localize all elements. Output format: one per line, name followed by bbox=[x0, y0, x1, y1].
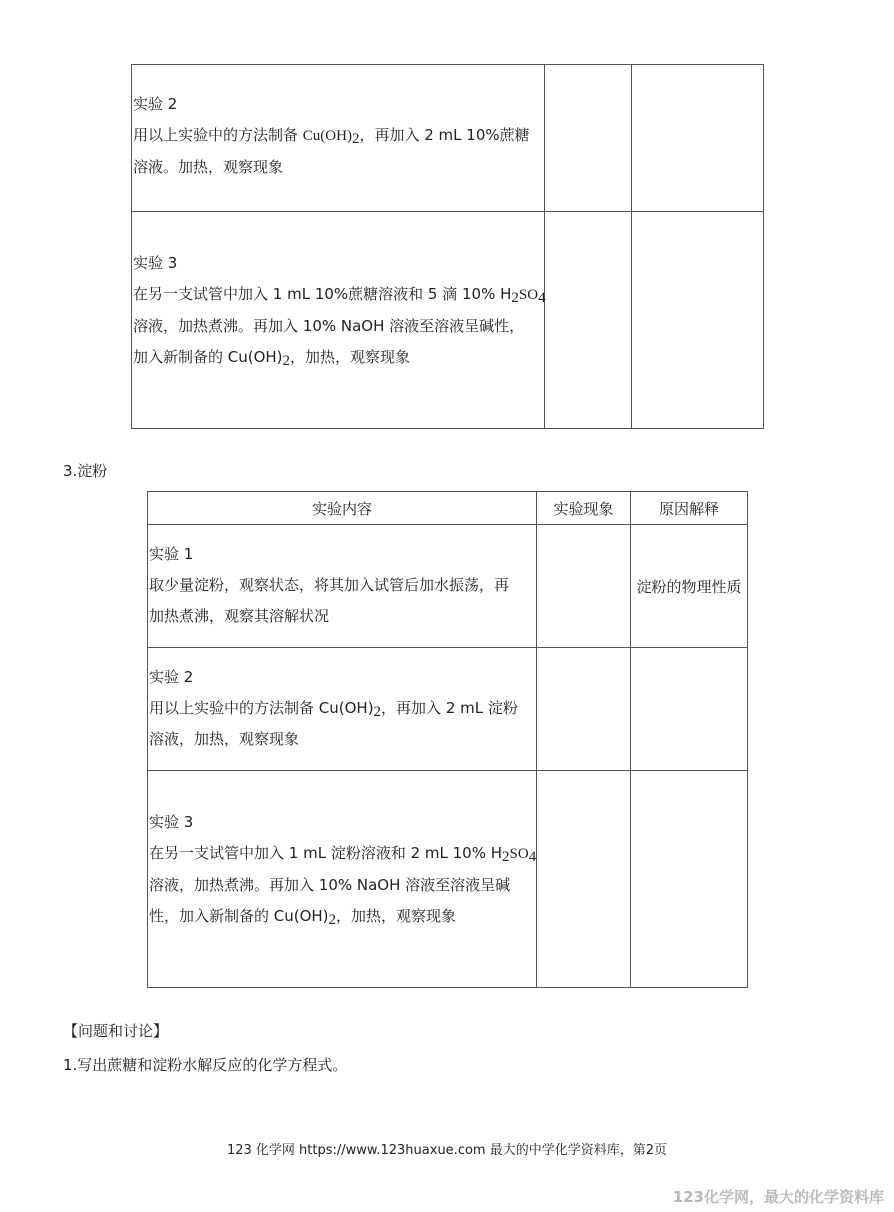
reason-cell: 淀粉的物理性质 bbox=[631, 525, 748, 648]
reason-cell bbox=[632, 65, 764, 212]
experiment-step-line: 溶液，加热煮沸。再加入 10% NaOH 溶液至溶液呈碱 bbox=[149, 875, 511, 894]
experiment-content-cell bbox=[132, 212, 545, 429]
experiment-step-line: 取少量淀粉，观察状态，将其加入试管后加水振荡，再 bbox=[149, 576, 510, 594]
experiment-content-cell bbox=[148, 771, 537, 988]
experiment-step-line: 性，加入新制备的 $Cu(OH)_2$，加热，观察现象 bbox=[149, 906, 457, 928]
sucrose-experiment-table bbox=[131, 64, 764, 429]
experiment-label: 实验 3 bbox=[133, 253, 178, 272]
table-row bbox=[132, 212, 764, 429]
page-footer: 123 化学网 https://www.123huaxue.com 最大的中学化学资料库，第2页 bbox=[226, 1143, 667, 1158]
experiment-step-line: 溶液。加热，观察现象 bbox=[133, 158, 284, 176]
experiment-label: 实验 1 bbox=[149, 545, 194, 563]
column-header-content: 实验内容 bbox=[148, 492, 537, 525]
questions-heading: 【问题和讨论】 bbox=[63, 1022, 169, 1040]
phenomenon-cell bbox=[545, 65, 632, 212]
column-header-phenomenon: 实验现象 bbox=[537, 492, 631, 525]
reason-cell bbox=[631, 648, 748, 771]
table-header-row bbox=[148, 492, 748, 525]
experiment-step-line: 在另一支试管中加入 1 mL 淀粉溶液和 2 mL 10% $H_2SO_4$ bbox=[149, 843, 537, 865]
experiment-content-cell bbox=[148, 648, 537, 771]
reason-cell bbox=[631, 771, 748, 988]
experiment-step-line: 加热煮沸，观察其溶解状况 bbox=[149, 607, 330, 625]
experiment-step-line: 用以上实验中的方法制备 $Cu(OH)_2$，再加入 2 mL 淀粉 bbox=[149, 699, 518, 720]
table-row bbox=[148, 648, 748, 771]
phenomenon-cell bbox=[537, 525, 631, 648]
section-title-starch: 3.淀粉 bbox=[63, 462, 108, 480]
phenomenon-cell bbox=[537, 648, 631, 771]
phenomenon-cell bbox=[545, 212, 632, 429]
experiment-content-cell bbox=[148, 525, 537, 648]
column-header-reason: 原因解释 bbox=[631, 492, 748, 525]
starch-experiment-table bbox=[147, 491, 748, 988]
experiment-step-line: 溶液，加热，观察现象 bbox=[149, 730, 300, 748]
experiment-step-line: 溶液，加热煮沸。再加入 10% NaOH 溶液至溶液呈碱性， bbox=[133, 316, 525, 335]
experiment-content-cell bbox=[132, 65, 545, 212]
experiment-label: 实验 3 bbox=[149, 812, 194, 831]
table-row bbox=[148, 771, 748, 988]
watermark: 123化学网，最大的化学资料库 bbox=[672, 1188, 884, 1206]
phenomenon-cell bbox=[537, 771, 631, 988]
reason-cell bbox=[632, 212, 764, 429]
experiment-step-line: 在另一支试管中加入 1 mL 10%蔗糖溶液和 5 滴 10% $H_2SO_4$ bbox=[133, 284, 546, 306]
table-row bbox=[148, 525, 748, 648]
experiment-step-line: 加入新制备的 $Cu(OH)_2$，加热，观察现象 bbox=[133, 347, 411, 369]
experiment-label: 实验 2 bbox=[133, 95, 178, 113]
experiment-label: 实验 2 bbox=[149, 668, 194, 686]
experiment-step-line: 用以上实验中的方法制备 $Cu(OH)_2$，再加入 2 mL 10%蔗糖 bbox=[133, 126, 530, 147]
question-1: 1.写出蔗糖和淀粉水解反应的化学方程式。 bbox=[63, 1056, 348, 1074]
table-row bbox=[132, 65, 764, 212]
